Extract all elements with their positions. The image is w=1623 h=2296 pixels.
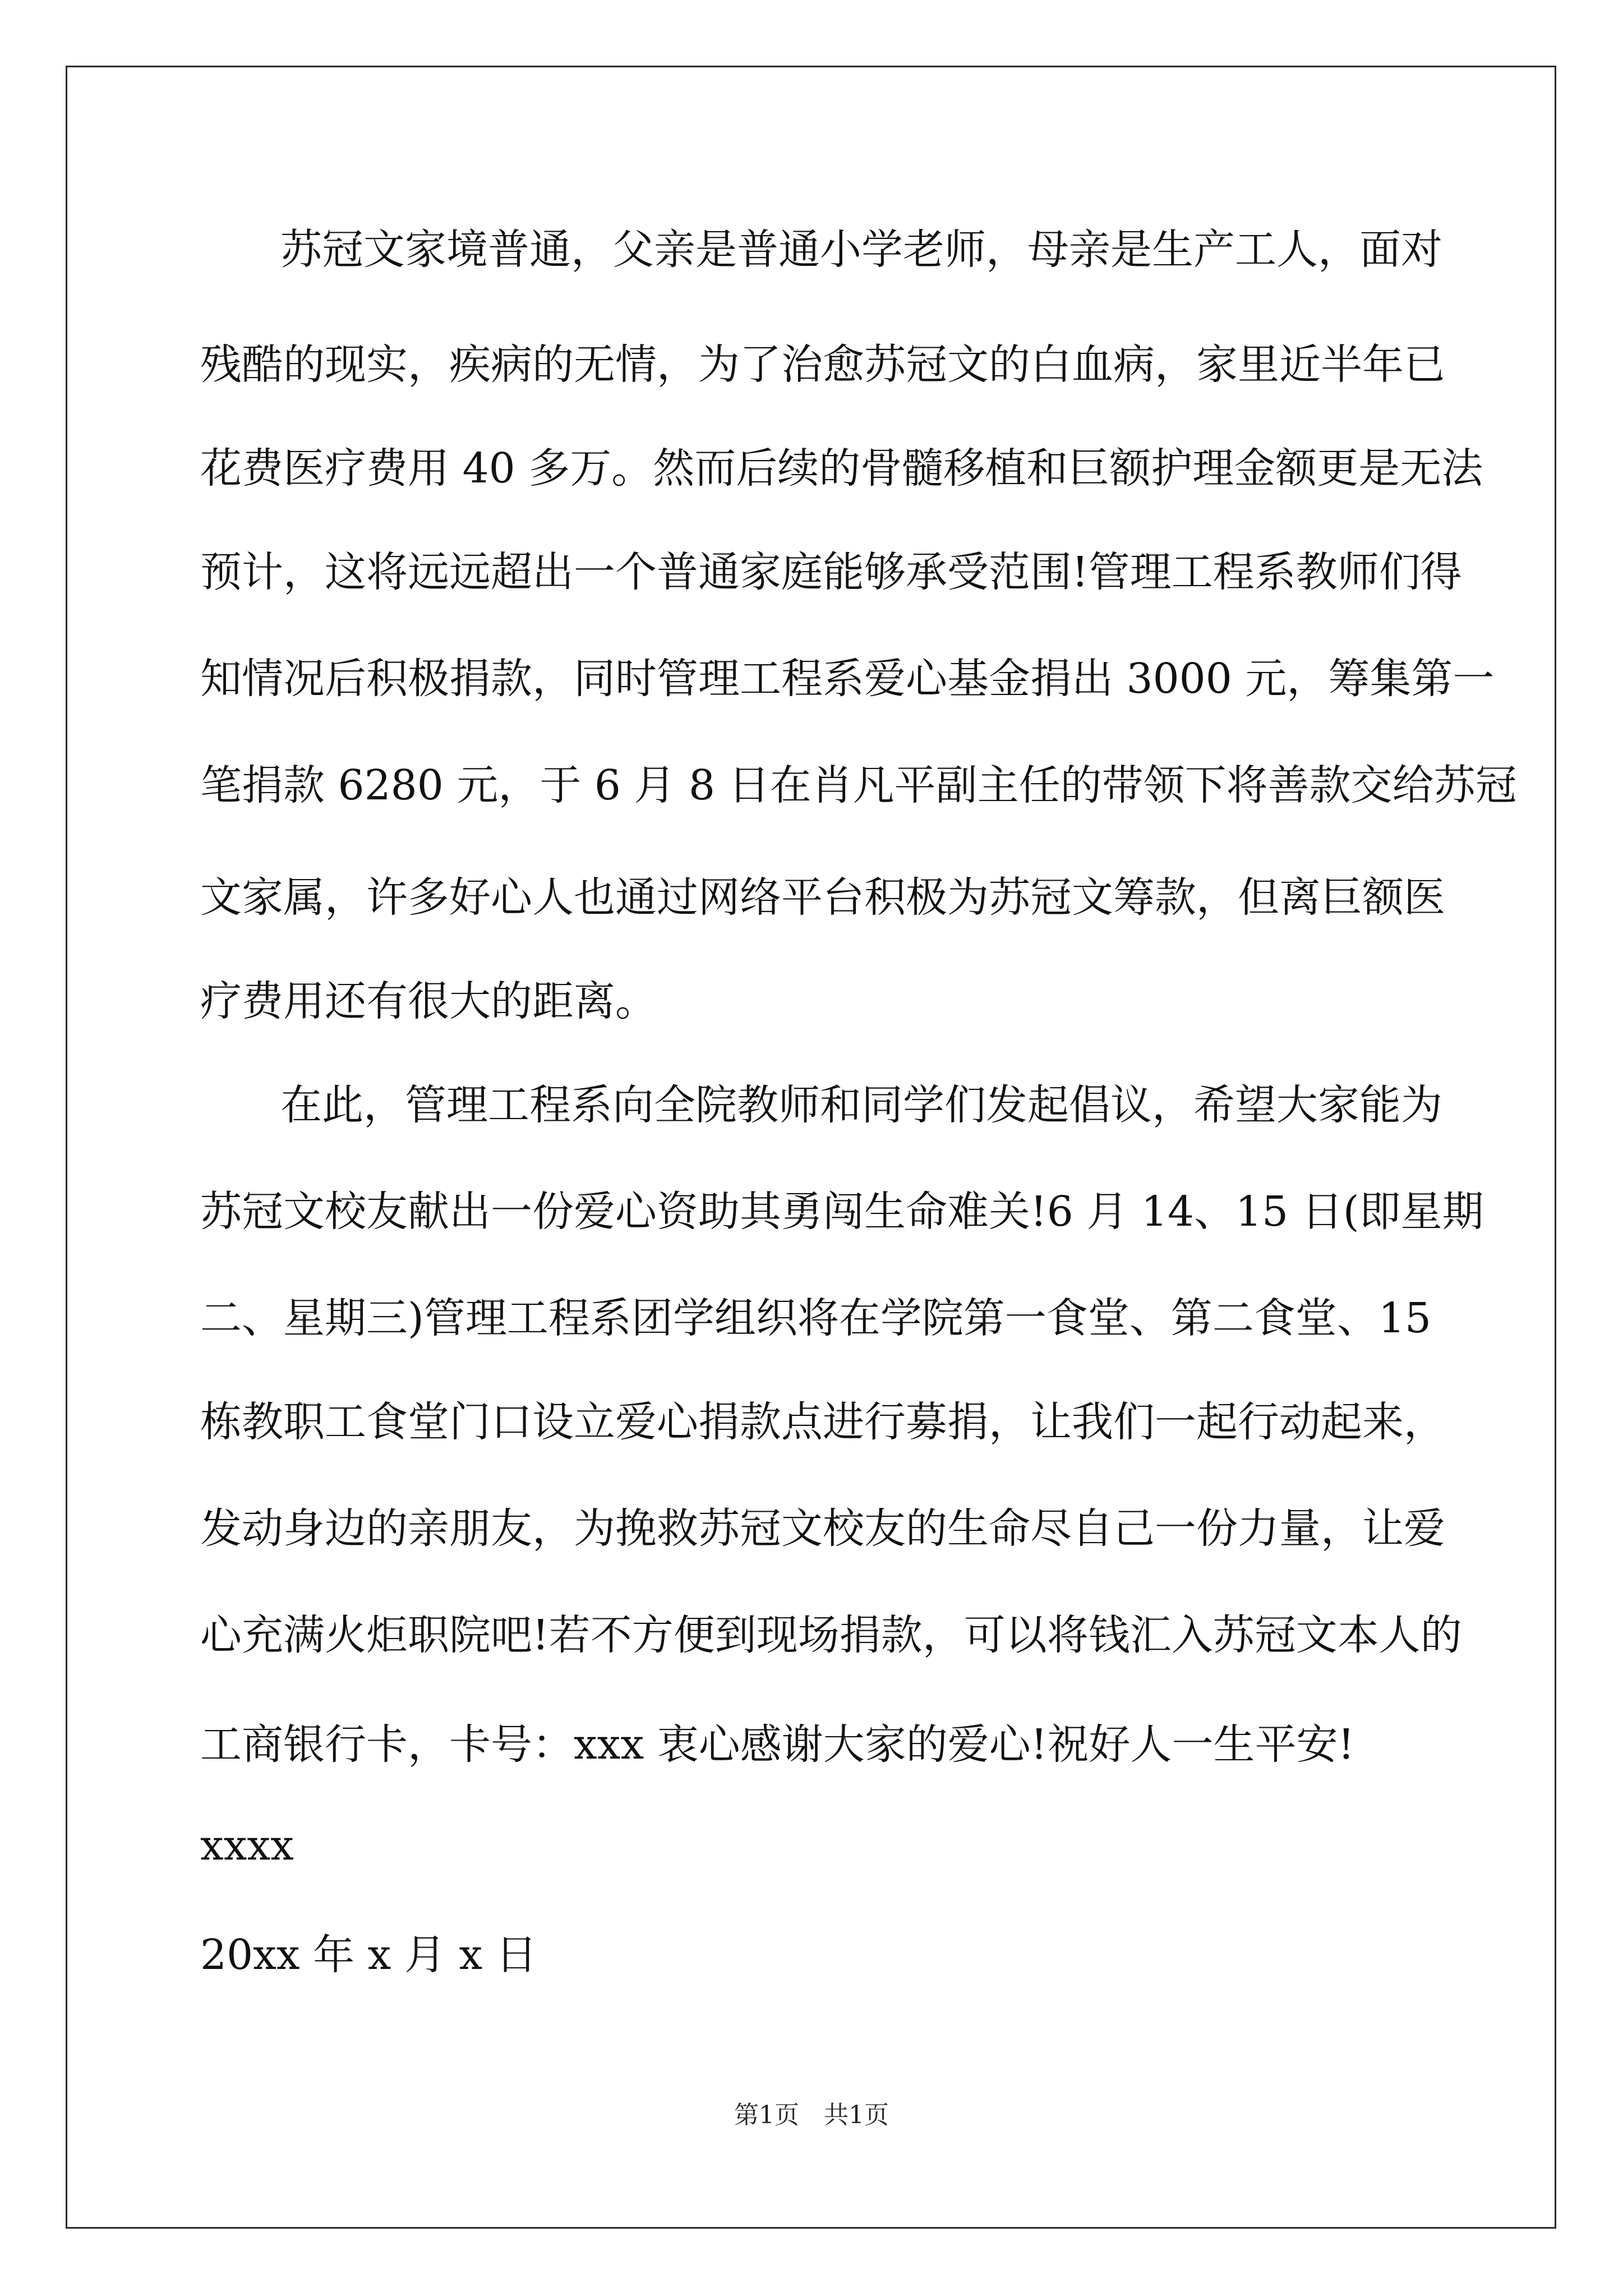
paragraph-2-line-2: 苏冠文校友献出一份爱心资助其勇闯生命难关!6 月 14、15 日(即星期 xyxy=(200,1188,1484,1236)
paragraph-1-line-8: 疗费用还有很大的距离。 xyxy=(200,977,657,1025)
signature-date: 20xx 年 x 月 x 日 xyxy=(200,1931,537,1979)
paragraph-1-line-6: 笔捐款 6280 元，于 6 月 8 日在肖凡平副主任的带领下将善款交给苏冠 xyxy=(200,761,1517,809)
paragraph-2-line-4: 栋教职工食堂门口设立爱心捐款点进行募捐，让我们一起行动起来， xyxy=(200,1398,1445,1446)
paragraph-1-line-7: 文家属，许多好心人也通过网络平台积极为苏冠文筹款，但离巨额医 xyxy=(200,873,1445,922)
paragraph-2-line-3: 二、星期三)管理工程系团学组织将在学院第一食堂、第二食堂、15 xyxy=(200,1294,1432,1342)
page-number: 第1页 xyxy=(734,2101,799,2129)
paragraph-2-line-7: 工商银行卡，卡号：xxx 衷心感谢大家的爱心!祝好人一生平安! xyxy=(200,1720,1355,1769)
paragraph-1-line-4: 预计，这将远远超出一个普通家庭能够承受范围!管理工程系教师们得 xyxy=(200,548,1462,596)
paragraph-2-line-1: 在此，管理工程系向全院教师和同学们发起倡议，希望大家能为 xyxy=(280,1081,1442,1129)
page-total: 共1页 xyxy=(824,2101,889,2129)
signature-name: xxxx xyxy=(200,1821,294,1870)
paragraph-1-line-2: 残酷的现实，疾病的无情，为了治愈苏冠文的白血病，家里近半年已 xyxy=(200,341,1445,389)
paragraph-2-line-5: 发动身边的亲朋友，为挽救苏冠文校友的生命尽自己一份力量，让爱 xyxy=(200,1504,1445,1553)
paragraph-2-line-6: 心充满火炬职院吧!若不方便到现场捐款，可以将钱汇入苏冠文本人的 xyxy=(200,1611,1462,1659)
paragraph-1-line-3: 花费医疗费用 40 多万。然而后续的骨髓移植和巨额护理金额更是无法 xyxy=(200,444,1483,493)
paragraph-1-line-1: 苏冠文家境普通，父亲是普通小学老师，母亲是生产工人，面对 xyxy=(280,226,1442,274)
page-footer xyxy=(0,2099,1623,2132)
paragraph-1-line-5: 知情况后积极捐款，同时管理工程系爱心基金捐出 3000 元，筹集第一 xyxy=(200,655,1495,703)
